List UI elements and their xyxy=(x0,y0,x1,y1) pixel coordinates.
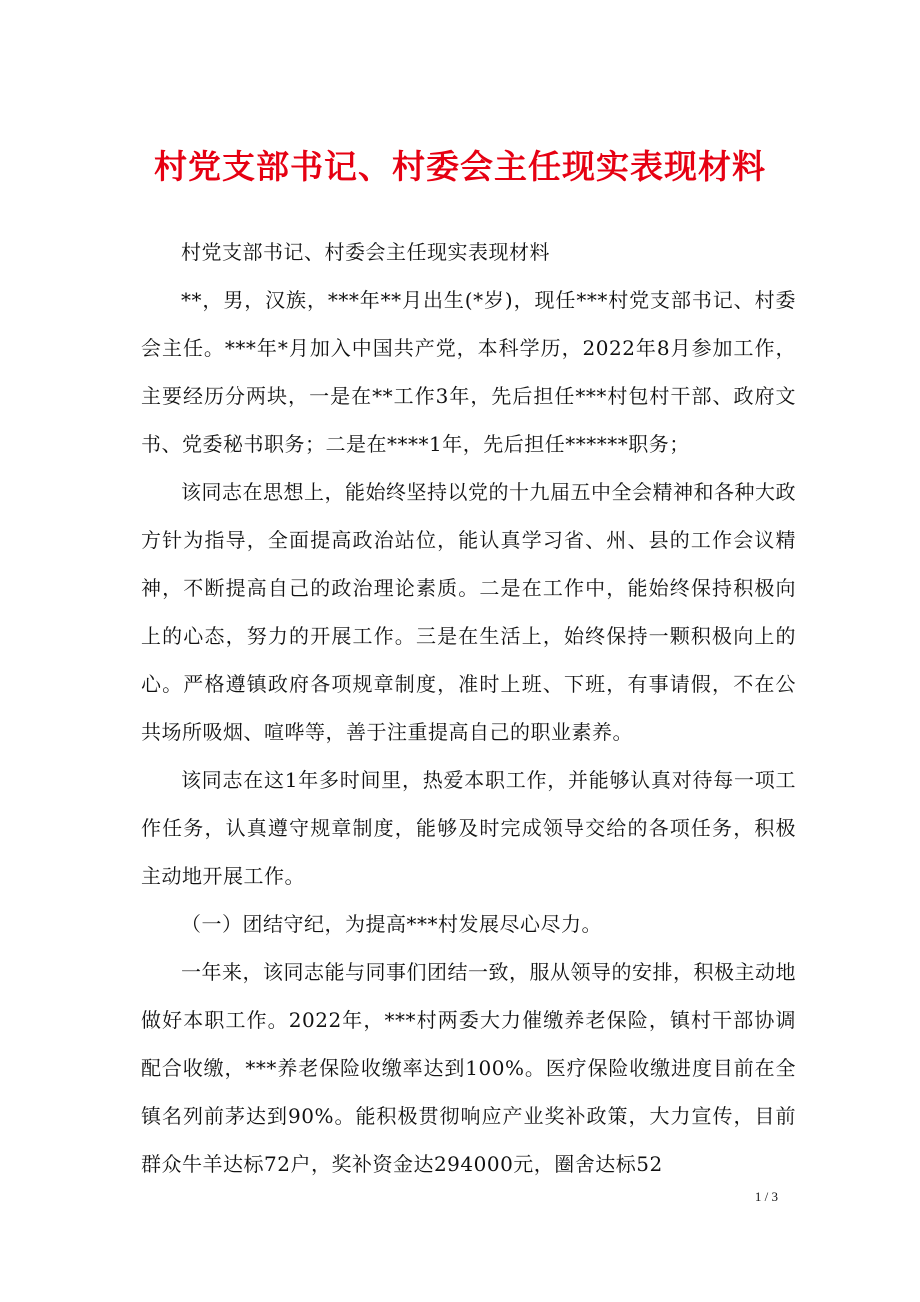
page-number: 1 / 3 xyxy=(754,1189,778,1204)
document-body xyxy=(141,228,796,1188)
paragraph-personal-info: **，男，汉族，***年**月出生(*岁)，现任***村党支部书记、村委会主任。***年*月加入中国共产党，本科学历，2022年8月参加工作，主要经历分两块，一是在**工作3年，先后担任***村包村干部、政府文书、党委秘书职务；二是在****1年，先后担任******职务； xyxy=(141,288,796,456)
paragraph-achievements: 一年来，该同志能与同事们团结一致，服从领导的安排，积极主动地做好本职工作。2022年，***村两委大力催缴养老保险，镇村干部协调配合收缴，***养老保险收缴率达到100%。医疗保险收缴进度目前在全镇名列前茅达到90%。能积极贯彻响应产业奖补政策，大力宣传，目前群众牛羊达标72户，奖补资金达294000元，圈舍达标52 xyxy=(141,960,796,1176)
section-heading: （一）团结守纪，为提高***村发展尽心尽力。 xyxy=(181,912,602,936)
paragraph-ideology: 该同志在思想上，能始终坚持以党的十九届五中全会精神和各种大政方针为指导，全面提高政治站位，能认真学习省、州、县的工作会议精神，不断提高自己的政治理论素质。二是在工作中，能始终保持积极向上的心态，努力的开展工作。三是在生活上，始终保持一颗积极向上的心。严格遵镇政府各项规章制度，准时上班、下班，有事请假，不在公共场所吸烟、喧哗等，善于注重提高自己的职业素养。 xyxy=(141,480,796,744)
paragraph-work-attitude: 该同志在这1年多时间里，热爱本职工作，并能够认真对待每一项工作任务，认真遵守规章制度，能够及时完成领导交给的各项任务，积极主动地开展工作。 xyxy=(141,768,796,888)
paragraph-subtitle: 村党支部书记、村委会主任现实表现材料 xyxy=(181,240,550,264)
document-title: 村党支部书记、村委会主任现实表现材料 xyxy=(154,147,766,186)
